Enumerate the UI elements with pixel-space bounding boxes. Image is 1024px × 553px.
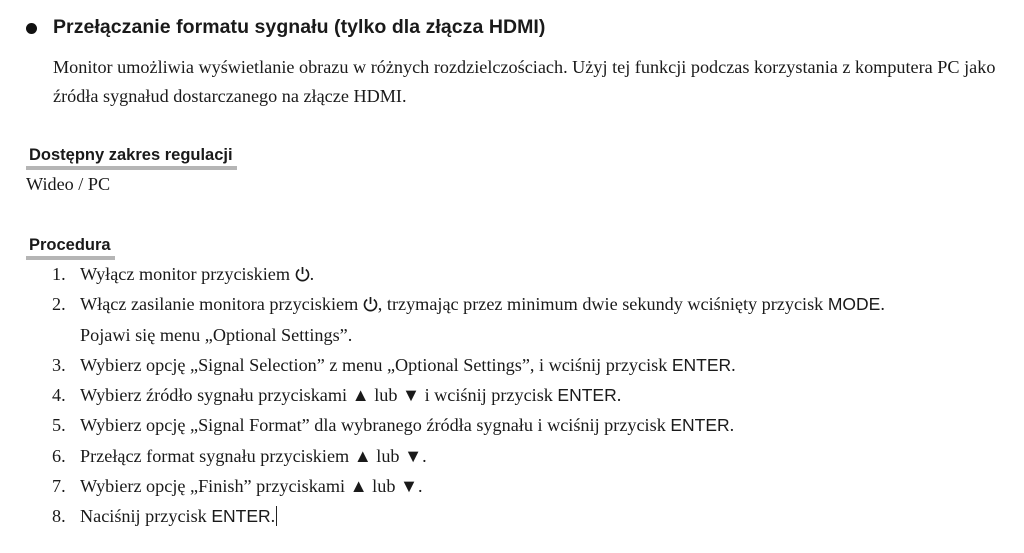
down-arrow-icon: ▼ (404, 445, 423, 466)
down-arrow-icon: ▼ (402, 385, 421, 406)
procedure-steps (52, 259, 1012, 532)
list-item: 6. Przełącz format sygnału przyciskiem ▲ lub ▼. (52, 445, 427, 466)
list-item: 4. Wybierz źródło sygnału przyciskami ▲ lub ▼ i wciśnij przycisk ENTER. (52, 385, 622, 406)
section-title: Przełączanie formatu sygnału (tylko dla złącza HDMI) (53, 16, 546, 38)
power-icon (363, 296, 378, 312)
list-item: 3. Wybierz opcję „Signal Selection” z menu „Optional Settings”, i wciśnij przycisk ENTER. (52, 354, 736, 375)
section-header (26, 16, 545, 39)
list-item: 2. Włącz zasilanie monitora przyciskiem , trzymając przez minimum dwie sekundy wciśnięty przycisk MODE. Pojawi się menu „Optional Settings”. (52, 294, 885, 345)
range-heading: Dostępny zakres regulacji (26, 145, 237, 170)
down-arrow-icon: ▼ (399, 476, 418, 497)
list-item: 8. Naciśnij przycisk ENTER. (52, 506, 276, 527)
text-cursor (276, 506, 277, 526)
list-item: 7. Wybierz opcję „Finish” przyciskami ▲ lub ▼. (52, 476, 423, 497)
up-arrow-icon: ▲ (353, 445, 372, 466)
list-item: 1. Wyłącz monitor przyciskiem . (52, 264, 315, 284)
power-icon (295, 266, 310, 282)
up-arrow-icon: ▲ (351, 385, 370, 406)
procedure-heading: Procedura (26, 235, 115, 260)
mode-key-label: MODE (827, 294, 881, 315)
enter-key-label: ENTER (557, 385, 617, 406)
bullet-icon (26, 23, 37, 34)
up-arrow-icon: ▲ (349, 476, 368, 497)
step-note: Pojawi się menu „Optional Settings”. (80, 324, 353, 345)
enter-key-label: ENTER (211, 506, 271, 527)
enter-key-label: ENTER (671, 354, 732, 375)
list-item: 5. Wybierz opcję „Signal Format” dla wybranego źródła sygnału i wciśnij przycisk ENTER. (52, 415, 735, 436)
intro-paragraph: Monitor umożliwia wyświetlanie obrazu w różnych rozdzielczościach. Użyj tej funkcji podczas korzystania z komputera PC jako źródła sygnałud dostarczanego na złącze HDMI. (53, 57, 996, 106)
enter-key-label: ENTER (670, 415, 730, 436)
range-value: Wideo / PC (26, 174, 111, 194)
